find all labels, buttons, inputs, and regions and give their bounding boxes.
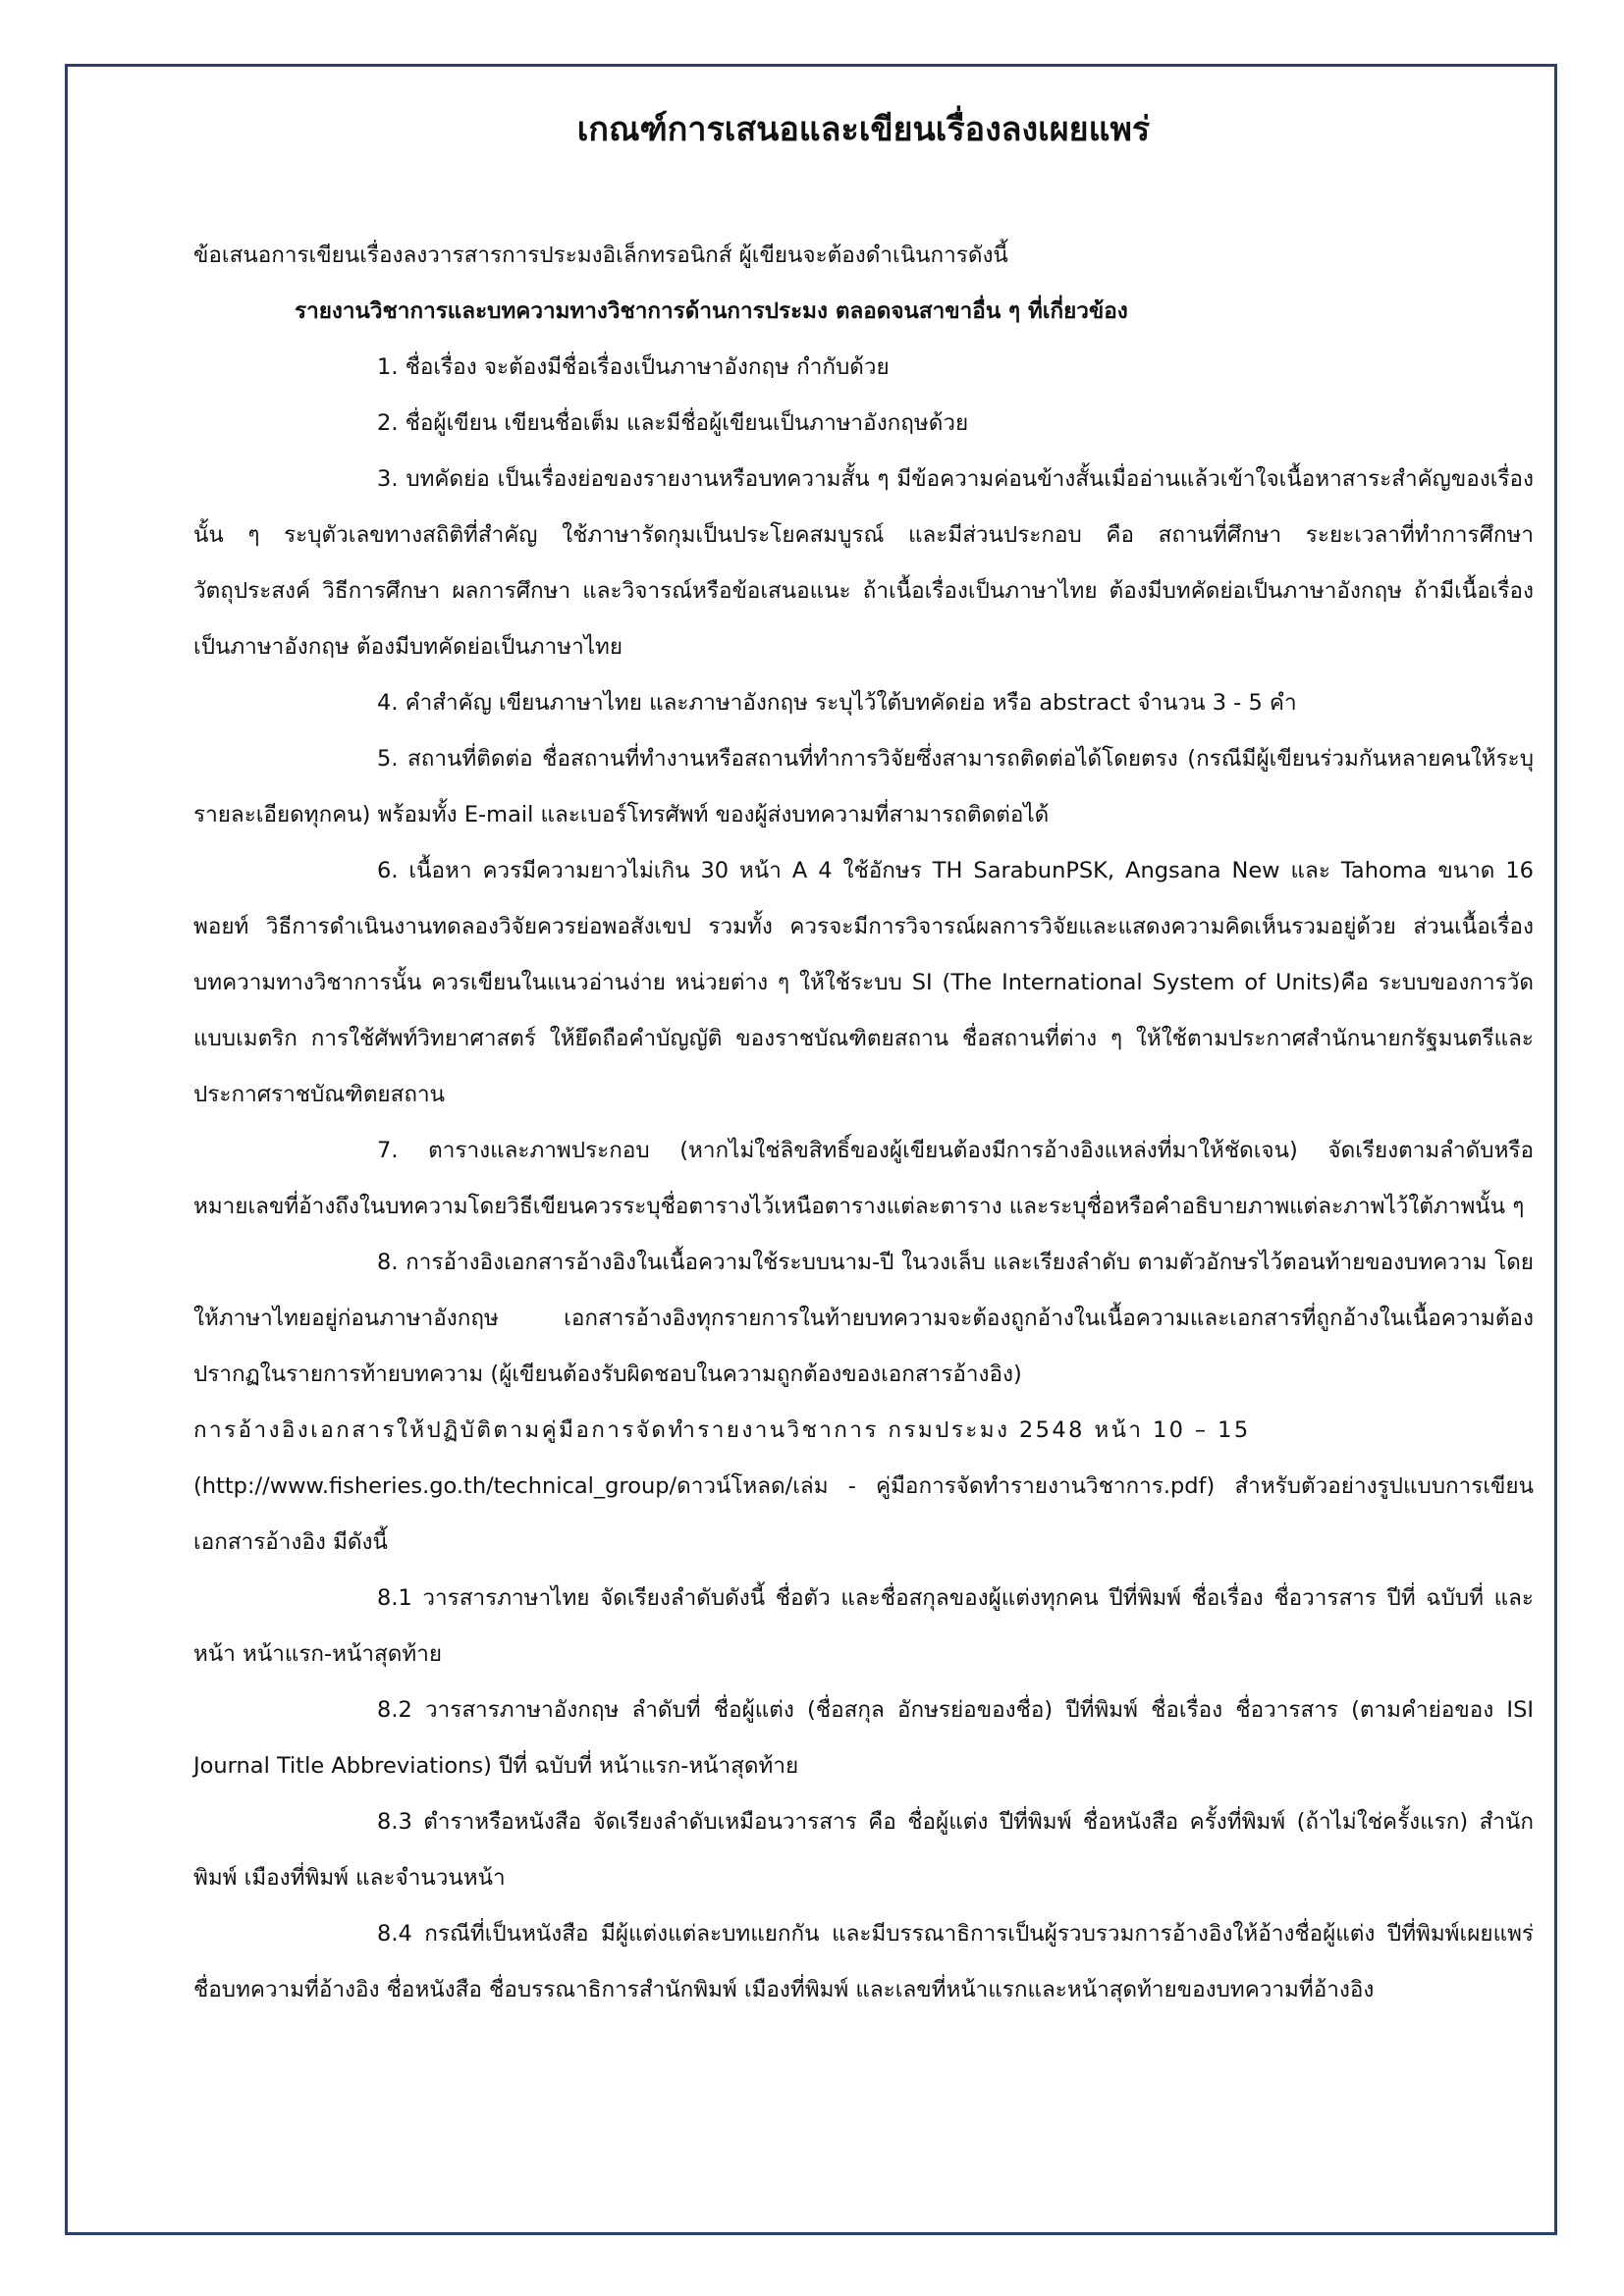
intro-paragraph: ข้อเสนอการเขียนเรื่องลงวารสารการประมงอิเล็กทรอนิกส์ ผู้เขียนจะต้องดำเนินการดังนี้ <box>193 242 1008 269</box>
item-5: 5. สถานที่ติดต่อ ชื่อสถานที่ทำงานหรือสถานที่ทำการวิจัยซึ่งสามารถติดต่อได้โดยตรง (กรณีมีผู้เขียนร่วมกันหลายคนให้ระบุรายละเอียดทุกคน) พร้อมทั้ง E-mail และเบอร์โทรศัพท์ ของผู้ส่งบทความที่สามารถติดต่อได้ <box>193 746 1534 828</box>
item-8-part1: 8. การอ้างอิงเอกสารอ้างอิงในเนื้อความใช้ระบบนาม-ปี ในวงเล็บ และเรียงลำดับ ตามตัวอักษรไว้ตอนท้ายของบทความ โดยให้ภาษาไทยอยู่ก่อนภาษาอังกฤษ เอกสารอ้างอิงทุกรายการในท้ายบทความจะต้องถูกอ้างในเนื้อความและเอกสารที่ถูกอ้างในเนื้อความต้องปรากฏในรายการท้ายบทความ (ผู้เขียนต้องรับผิดชอบในความถูกต้องของเอกสารอ้างอิง) <box>193 1250 1534 1388</box>
item-8 <box>193 1235 1534 1571</box>
item-1: 1. ชื่อเรื่อง จะต้องมีชื่อเรื่องเป็นภาษาอังกฤษ กำกับด้วย <box>377 354 890 381</box>
item-3: 3. บทคัดย่อ เป็นเรื่องย่อของรายงานหรือบทความสั้น ๆ มีข้อความค่อนข้างสั้นเมื่ออ่านแล้วเข้าใจเนื้อหาสาระสำคัญของเรื่องนั้น ๆ ระบุตัวเลขทางสถิติที่สำคัญ ใช้ภาษารัดกุมเป็นประโยคสมบูรณ์ และมีส่วนประกอบ คือ สถานที่ศึกษา ระยะเวลาที่ทำการศึกษา วัตถุประสงค์ วิธีการศึกษา ผลการศึกษา และวิจารณ์หรือข้อเสนอแนะ ถ้าเนื้อเรื่องเป็นภาษาไทย ต้องมีบทคัดย่อเป็นภาษาอังกฤษ ถ้ามีเนื้อเรื่องเป็นภาษาอังกฤษ ต้องมีบทคัดย่อเป็นภาษาไทย <box>193 466 1534 661</box>
subitem-8-3: 8.3 ตำราหรือหนังสือ จัดเรียงลำดับเหมือนวารสาร คือ ชื่อผู้แต่ง ปีที่พิมพ์ ชื่อหนังสือ ครั้งที่พิมพ์ (ถ้าไม่ใช่ครั้งแรก) สำนักพิมพ์ เมืองที่พิมพ์ และจำนวนหน้า <box>193 1809 1534 1892</box>
page-title: เกณฑ์การเสนอและเขียนเรื่องลงเผยแพร่ <box>576 110 1151 149</box>
subitem-8-4: 8.4 กรณีที่เป็นหนังสือ มีผู้แต่งแต่ละบทแยกกัน และมีบรรณาธิการเป็นผู้รวบรวมการอ้างอิงให้อ้างชื่อผู้แต่ง ปีที่พิมพ์เผยแพร่ ชื่อบทความที่อ้างอิง ชื่อหนังสือ ชื่อบรรณาธิการสำนักพิมพ์ เมืองที่พิมพ์ และเลขที่หน้าแรกและหน้าสุดท้ายของบทความที่อ้างอิง <box>193 1921 1534 2003</box>
item-2: 2. ชื่อผู้เขียน เขียนชื่อเต็ม และมีชื่อผู้เขียนเป็นภาษาอังกฤษด้วย <box>377 410 969 437</box>
subitem-8-2: 8.2 วารสารภาษาอังกฤษ ลำดับที่ ชื่อผู้แต่ง (ชื่อสกุล อักษรย่อของชื่อ) ปีที่พิมพ์ ชื่อเรื่อง ชื่อวารสาร (ตามคำย่อของ ISI Journal Title Abbreviations) ปีที่ ฉบับที่ หน้าแรก-หน้าสุดท้าย <box>193 1697 1534 1780</box>
section-heading: รายงานวิชาการและบทความทางวิชาการด้านการประมง ตลอดจนสาขาอื่น ๆ ที่เกี่ยวข้อง <box>295 298 1128 325</box>
item-8-link: (http://www.fisheries.go.th/technical_group/ดาวน์โหลด/เล่ม - คู่มือการจัดทำรายงานวิชาการ.pdf) สำหรับตัวอย่างรูปแบบการเขียนเอกสารอ้างอิง มีดังนี้ <box>193 1473 1534 1556</box>
item-6: 6. เนื้อหา ควรมีความยาวไม่เกิน 30 หน้า A 4 ใช้อักษร TH SarabunPSK, Angsana New และ Tahoma ขนาด 16 พอยท์ วิธีการดำเนินงานทดลองวิจัยควรย่อพอสังเขป รวมทั้ง ควรจะมีการวิจารณ์ผลการวิจัยและแสดงความคิดเห็นรวมอยู่ด้วย ส่วนเนื้อเรื่องบทความทางวิชาการนั้น ควรเขียนในแนวอ่านง่าย หน่วยต่าง ๆ ให้ใช้ระบบ SI (The International System of Units)คือ ระบบของการวัดแบบเมตริก การใช้ศัพท์วิทยาศาสตร์ ให้ยึดถือคำบัญญัติ ของราชบัณฑิตยสถาน ชื่อสถานที่ต่าง ๆ ให้ใช้ตามประกาศสำนักนายกรัฐมนตรีและประกาศราชบัณฑิตยสถาน <box>193 858 1534 1108</box>
item-7: 7. ตารางและภาพประกอบ (หากไม่ใช่ลิขสิทธิ์ของผู้เขียนต้องมีการอ้างอิงแหล่งที่มาให้ชัดเจน) จัดเรียงตามลำดับหรือหมายเลขที่อ้างถึงในบทความโดยวิธีเขียนควรระบุชื่อตารางไว้เหนือตารางแต่ละตาราง และระบุชื่อหรือคำอธิบายภาพแต่ละภาพไว้ใต้ภาพนั้น ๆ <box>193 1138 1534 1220</box>
item-4: 4. คำสำคัญ เขียนภาษาไทย และภาษาอังกฤษ ระบุไว้ใต้บทคัดย่อ หรือ abstract จำนวน 3 - 5 คำ <box>377 690 1297 717</box>
subitem-8-1: 8.1 วารสารภาษาไทย จัดเรียงลำดับดังนี้ ชื่อตัว และชื่อสกุลของผู้แต่งทุกคน ปีที่พิมพ์ ชื่อเรื่อง ชื่อวารสาร ปีที่ ฉบับที่ และหน้า หน้าแรก-หน้าสุดท้าย <box>193 1585 1534 1668</box>
item-8-part2: การอ้างอิงเอกสารให้ปฏิบัติตามคู่มือการจัดทำรายงานวิชาการ กรมประมง 2548 หน้า 10 – 15 <box>193 1417 1251 1444</box>
document-body <box>193 108 1534 2018</box>
